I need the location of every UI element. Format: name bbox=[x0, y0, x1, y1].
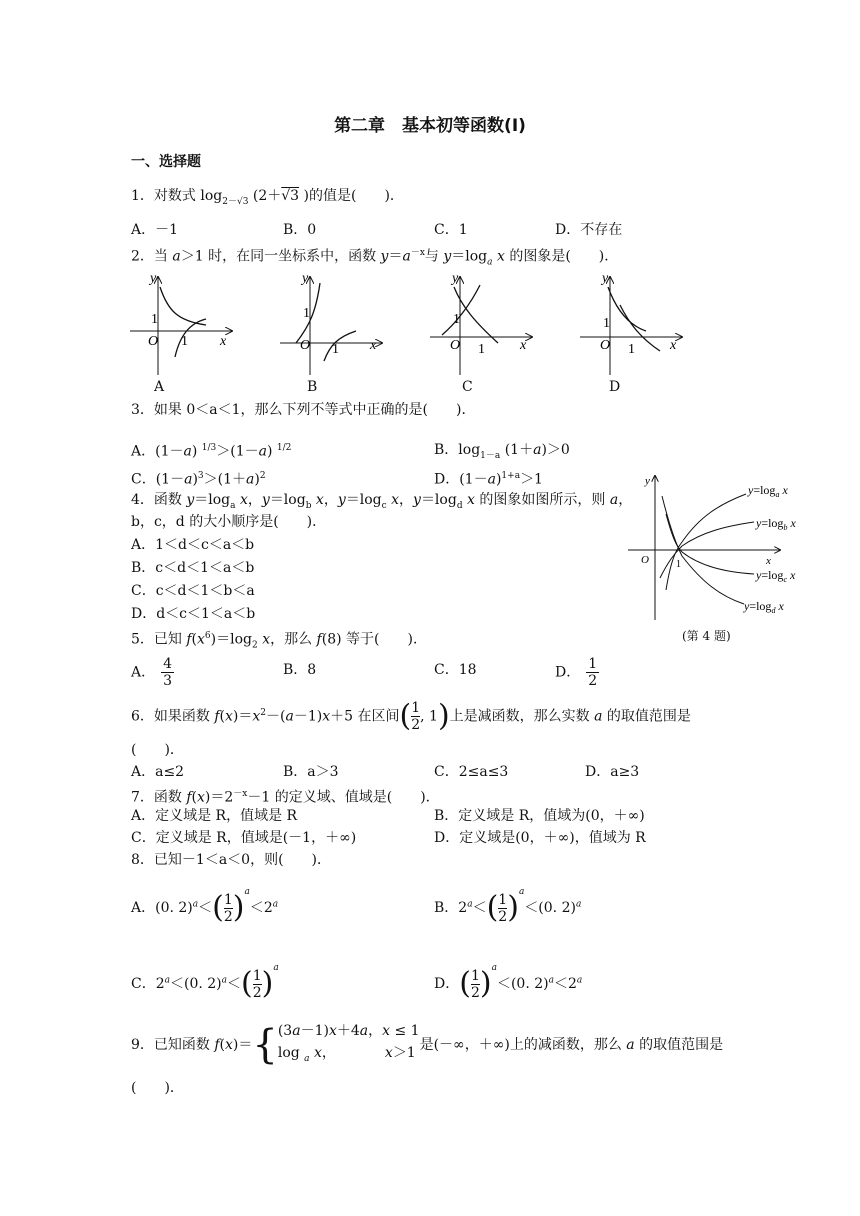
option-d: D．不存在 bbox=[555, 222, 623, 238]
svg-text:y: y bbox=[452, 271, 459, 286]
question-6-stem-line2: ( )． bbox=[131, 742, 184, 758]
option-c: C．定义域是 R，值域是(－1，＋∞) bbox=[131, 830, 357, 846]
question-5-stem: 5．已知 $f(x^6)=\log_2$ x，那么 f(8) 等于( )． bbox=[131, 631, 427, 651]
question-8-stem: 8．已知－1＜a＜0，则( )． bbox=[131, 852, 331, 868]
svg-text:1: 1 bbox=[151, 312, 158, 327]
page-title: 第二章 基本初等函数(Ⅰ) bbox=[334, 116, 526, 136]
svg-text:1: 1 bbox=[453, 312, 460, 327]
graph-b bbox=[280, 271, 382, 375]
svg-text:x: x bbox=[370, 338, 377, 353]
svg-text:O: O bbox=[450, 338, 461, 353]
curve-label-d: $y=\log_d$ x bbox=[744, 599, 784, 615]
svg-text:1: 1 bbox=[676, 559, 681, 570]
question-6-stem: 6．如果函数 $f(x)=x^2-(a-1)x+5$ 在区间( $\frac{1}{2}$ , 1)上是减函数，那么实数 a 的取值范围是 bbox=[131, 698, 691, 734]
svg-text:x: x bbox=[670, 338, 677, 353]
figure-caption: (第 4 题) bbox=[682, 629, 731, 643]
graph-d bbox=[580, 271, 682, 375]
svg-text:y: y bbox=[645, 475, 650, 487]
question-3-stem: 3．如果 0＜a＜1，那么下列不等式中正确的是( )． bbox=[131, 402, 476, 418]
svg-text:O: O bbox=[300, 338, 311, 353]
option-c: C．$(1-a)^3>(1+a)^2$ bbox=[131, 471, 266, 488]
section-heading: 一、选择题 bbox=[131, 154, 201, 170]
graph-label-c: C bbox=[462, 379, 473, 395]
option-c: C．18 bbox=[434, 662, 477, 678]
option-c: C．2≤a≤3 bbox=[434, 764, 509, 780]
svg-text:x: x bbox=[520, 338, 527, 353]
curve-label-b: $y=\log_b$ x bbox=[756, 516, 796, 532]
graph-label-b: B bbox=[307, 379, 318, 395]
question-9-stem-line2: ( )． bbox=[131, 1080, 184, 1096]
option-b: B．c＜d＜1＜a＜b bbox=[131, 560, 255, 576]
question-4-stem-line1: 4．函数 $y=\log_a$ x，$y=\log_b$ x，$y=\log_c$ x，$y=\log_d$ x 的图象如图所示，则 a， bbox=[131, 492, 633, 511]
svg-text:1: 1 bbox=[303, 306, 310, 321]
graph-label-d: D bbox=[609, 379, 621, 395]
svg-text:O: O bbox=[641, 554, 649, 566]
option-a: A．定义域是 R，值域是 R bbox=[131, 808, 298, 824]
option-b: B．0 bbox=[283, 222, 317, 238]
svg-text:1: 1 bbox=[332, 342, 339, 357]
graph-c bbox=[430, 271, 532, 375]
option-b: B．$\log_{1-a} (1+a)>0$ bbox=[434, 442, 570, 461]
question-9-stem: 9．已知函数 f(x)＝{ (3a－1)x＋4a，x ≤ 1 log $_a$ x， x＞1 是(－∞，＋∞)上的减函数，那么 a 的取值范围是 bbox=[131, 1021, 724, 1068]
svg-text:O: O bbox=[600, 338, 611, 353]
svg-text:1: 1 bbox=[181, 334, 188, 349]
question-7-stem: 7．函数 $f(x)=2^{-x}-1$ 的定义域、值域是( )． bbox=[131, 789, 440, 806]
curve-label-c: $y=\log_c$ x bbox=[756, 568, 796, 584]
graph-a bbox=[130, 271, 232, 375]
svg-text:y: y bbox=[302, 271, 309, 286]
svg-text:x: x bbox=[220, 334, 227, 349]
option-d: D．( $\frac{1}{2}$ )$^a$＜(0. $2)^a<2^a$ bbox=[434, 963, 583, 1001]
option-a: A．－1 bbox=[131, 222, 179, 238]
option-c: C．c＜d＜1＜b＜a bbox=[131, 583, 255, 599]
svg-text:1: 1 bbox=[603, 316, 610, 331]
svg-text:y: y bbox=[150, 271, 157, 286]
option-a: A．(0. 2)$^a$＜( $\frac{1}{2}$ )$^a<2^a$ bbox=[131, 887, 279, 925]
option-d: D． $\frac{1}{2}$ bbox=[555, 656, 598, 689]
option-a: A．1＜d＜c＜a＜b bbox=[131, 537, 255, 553]
curve-label-a: $y=\log_a$ x bbox=[748, 483, 788, 499]
svg-text:O: O bbox=[148, 334, 159, 349]
option-b: B．定义域是 R，值域为(0，＋∞) bbox=[434, 808, 645, 824]
svg-text:1: 1 bbox=[628, 342, 635, 357]
option-a: A．a≤2 bbox=[131, 764, 185, 780]
option-b: B．8 bbox=[283, 662, 317, 678]
question-1-stem: 1．对数式 $\log_{2-√3} (2+√3$ )的值是( )． bbox=[131, 188, 404, 207]
question-2-graphs bbox=[120, 265, 720, 395]
option-c: C．1 bbox=[434, 222, 468, 238]
option-d: D．定义域是(0，＋∞)，值域为 R bbox=[434, 830, 646, 846]
graph-label-a: A bbox=[154, 379, 165, 395]
question-2-stem: 2．当 a＞1 时，在同一坐标系中，函数 $y=a^{-x}$与 $y=\log_a$ x 的图象是( )． bbox=[131, 248, 619, 268]
svg-text:1: 1 bbox=[478, 342, 485, 357]
option-d: D．a≥3 bbox=[585, 764, 640, 780]
option-b: B．a＞3 bbox=[283, 764, 339, 780]
svg-text:y: y bbox=[602, 271, 609, 286]
option-a: A． $\frac{4}{3}$ bbox=[131, 656, 173, 689]
option-d: D．$(1-a)^{1+a}>1$ bbox=[434, 471, 543, 488]
option-d: D．d＜c＜1＜a＜b bbox=[131, 606, 256, 622]
option-c: C．$2^a<(0$. 2)$^a$＜( $\frac{1}{2}$ )$^a$ bbox=[131, 963, 279, 1001]
svg-text:x: x bbox=[766, 555, 771, 567]
question-4-figure bbox=[620, 470, 820, 630]
question-4-stem-line2: b，c，d 的大小顺序是( )． bbox=[131, 514, 327, 530]
option-b: B．$2^a<$( $\frac{1}{2}$ )$^a$＜(0. 2)$^a$ bbox=[434, 887, 582, 925]
option-a: A．(1－a) $^{1/3}$＞(1－a) $^{1/2}$ bbox=[131, 443, 292, 460]
